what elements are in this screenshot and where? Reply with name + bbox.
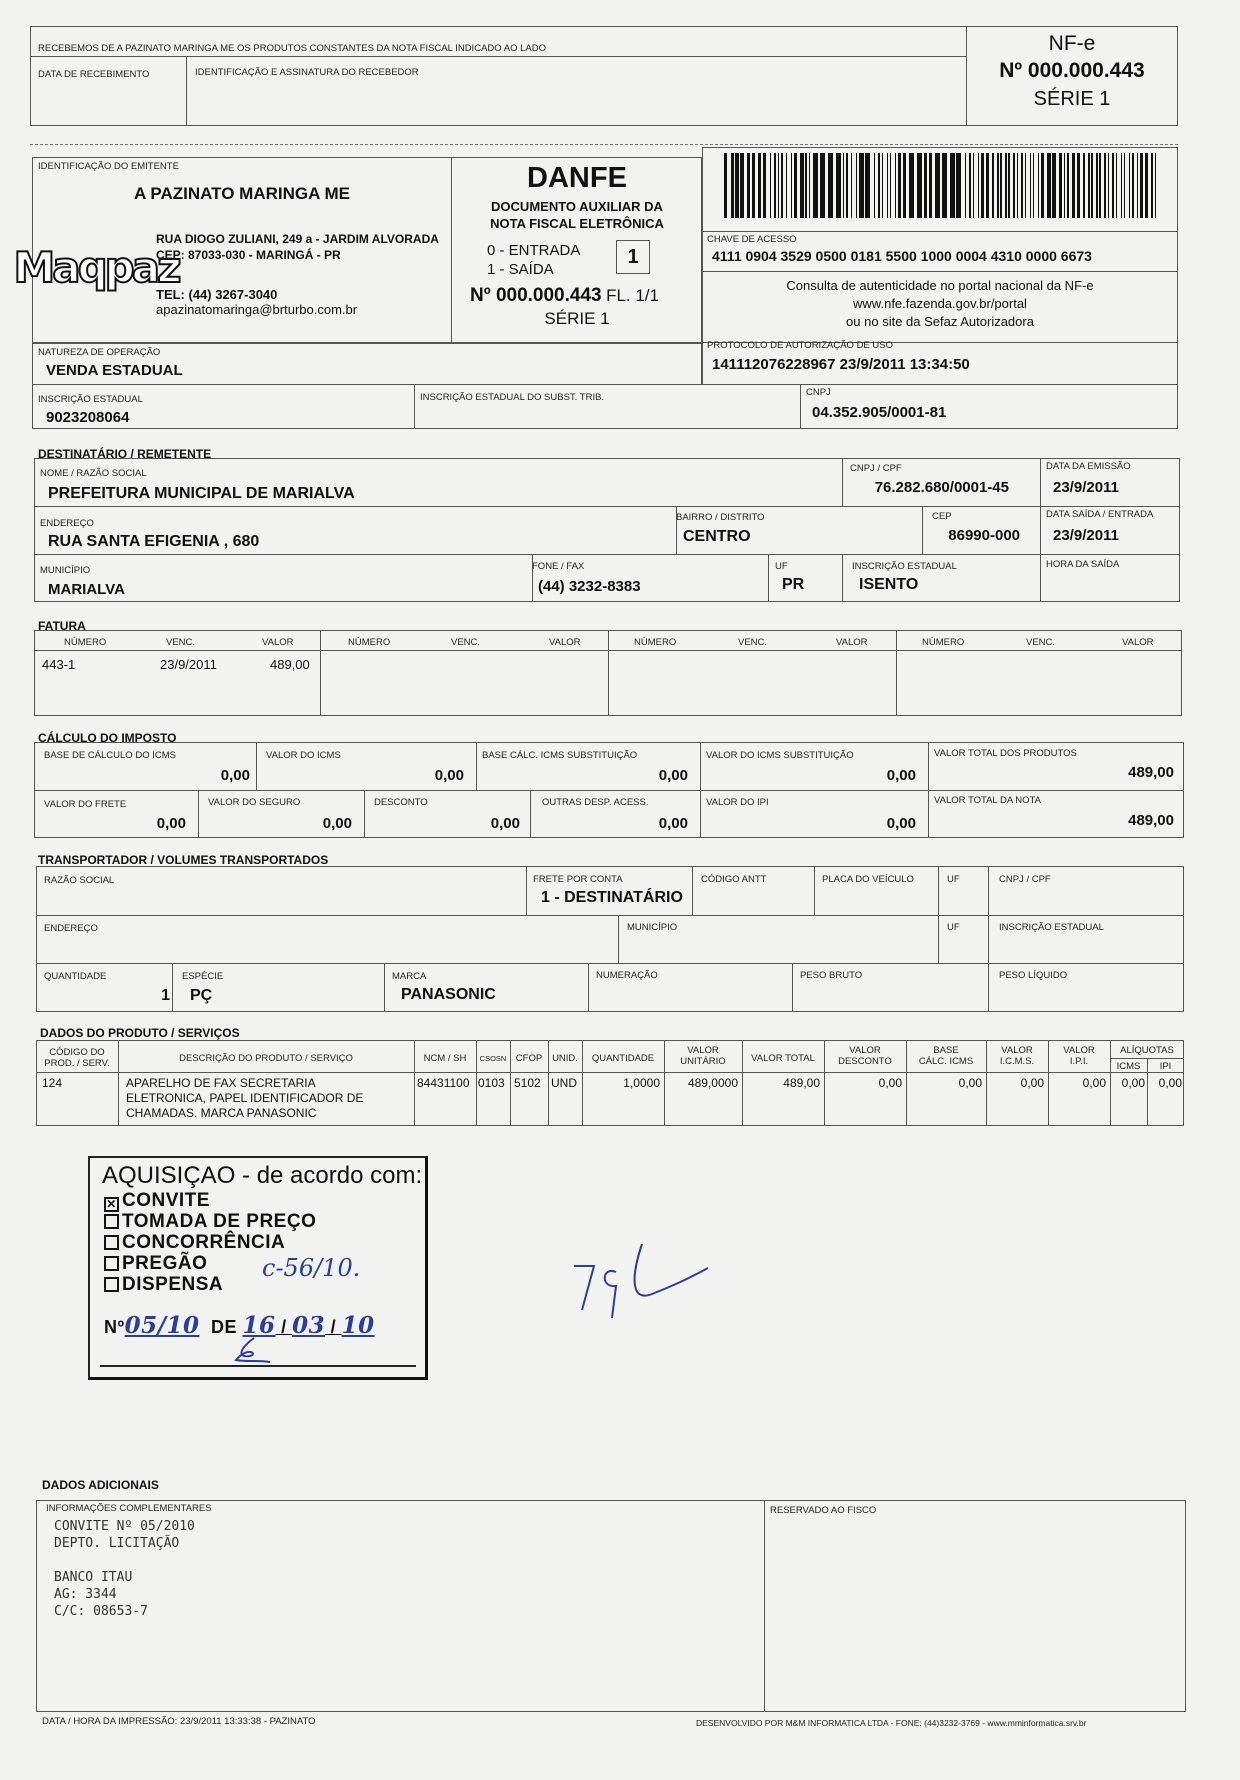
item-unid: UND xyxy=(551,1076,577,1090)
base-icms-label: BASE DE CÁLCULO DO ICMS xyxy=(44,750,176,761)
fat-col-valor-2: VALOR xyxy=(549,637,581,648)
stamp-convite xyxy=(104,1190,210,1212)
trans-especie-label: ESPÉCIE xyxy=(182,971,224,982)
item-vtotal: 489,00 xyxy=(783,1076,820,1090)
stub-nfe-serie: SÉRIE 1 xyxy=(1033,88,1111,110)
dest-cnpj-label: CNPJ / CPF xyxy=(850,463,902,474)
seguro-value: 0,00 xyxy=(322,815,352,832)
dest-municipio-label: MUNICÍPIO xyxy=(40,565,91,576)
stamp-tomada-label: TOMADA DE PREÇO xyxy=(122,1211,317,1232)
fat-col-valor-1: VALOR xyxy=(262,637,294,648)
dest-cnpj: 76.282.680/0001-45 xyxy=(874,479,1009,496)
outras-value: 0,00 xyxy=(658,815,688,832)
emitente-name: A PAZINATO MARINGA ME xyxy=(134,184,350,203)
h-vunit-2: UNITÁRIO xyxy=(680,1056,726,1067)
base-icms: 0,00 xyxy=(220,767,250,784)
dest-bairro-label: BAIRRO / DISTRITO xyxy=(676,512,765,523)
access-key-barcode xyxy=(724,153,1160,218)
danfe-number-value: Nº 000.000.443 xyxy=(470,285,602,306)
trans-qtd-label: QUANTIDADE xyxy=(44,971,107,982)
handwritten-signature xyxy=(228,1336,278,1366)
fat-col-valor-4: VALOR xyxy=(1122,637,1154,648)
seguro-label: VALOR DO SEGURO xyxy=(208,797,301,808)
h-codigo-2: PROD. / SERV. xyxy=(44,1058,110,1069)
cnpj-value: 04.352.905/0001-81 xyxy=(812,404,947,421)
valor-icms: 0,00 xyxy=(434,767,464,784)
base-st-label: BASE CÁLC. ICMS SUBSTITUIÇÃO xyxy=(482,750,638,761)
adicionais-section: DADOS ADICIONAIS xyxy=(42,1478,159,1492)
chave-value: 4111 0904 3529 0500 0181 5500 1000 0004 4310 0000 6673 xyxy=(712,248,1092,264)
stamp-concorrencia-label: CONCORRÊNCIA xyxy=(122,1232,286,1253)
fat-venc: 23/9/2011 xyxy=(160,657,217,672)
total-prod-label: VALOR TOTAL DOS PRODUTOS xyxy=(934,748,1077,759)
stamp-de-label: DE xyxy=(211,1317,238,1337)
ipi-value: 0,00 xyxy=(886,815,916,832)
stamp-tomada xyxy=(104,1211,316,1233)
trans-ie-label: INSCRIÇÃO ESTADUAL xyxy=(999,922,1104,933)
receipt-date-label: DATA DE RECEBIMENTO xyxy=(38,69,150,80)
total-nota: 489,00 xyxy=(1128,812,1174,829)
consulta-line3: ou no site da Sefaz Autorizadora xyxy=(846,314,1034,329)
fat-col-valor-3: VALOR xyxy=(836,637,868,648)
ie-value: 9023208064 xyxy=(46,409,130,426)
natureza-value: VENDA ESTADUAL xyxy=(46,362,183,379)
h-vtotal: VALOR TOTAL xyxy=(751,1053,815,1064)
item-base: 0,00 xyxy=(958,1076,982,1090)
ie-row xyxy=(32,385,1178,429)
valor-icms-label: VALOR DO ICMS xyxy=(266,750,341,761)
desconto-value: 0,00 xyxy=(490,815,520,832)
stamp-pregao-label: PREGÃO xyxy=(122,1253,208,1274)
transporte-section: TRANSPORTADOR / VOLUMES TRANSPORTADOS xyxy=(38,853,329,867)
ie-label: INSCRIÇÃO ESTADUAL xyxy=(38,394,143,405)
natureza-label: NATUREZA DE OPERAÇÃO xyxy=(38,347,161,358)
dest-saida: 23/9/2011 xyxy=(1053,527,1119,544)
stamp-dispensa-label: DISPENSA xyxy=(122,1274,224,1295)
fatura-section: FATURA xyxy=(38,619,86,633)
ie-st-label: INSCRIÇÃO ESTADUAL DO SUBST. TRIB. xyxy=(420,392,605,403)
trans-liquido-label: PESO LÍQUIDO xyxy=(999,970,1068,981)
stamp-title: AQUISIÇAO - de acordo com: xyxy=(102,1162,423,1189)
checked-box-icon: ✕ xyxy=(104,1197,119,1212)
fat-col-numero-3: NÚMERO xyxy=(634,637,677,648)
adicionais-box xyxy=(36,1500,1186,1712)
trans-frete: 1 - DESTINATÁRIO xyxy=(541,889,683,906)
item-aliq-icms: 0,00 xyxy=(1121,1076,1145,1090)
dest-fone: (44) 3232-8383 xyxy=(538,578,641,595)
produtos-section: DADOS DO PRODUTO / SERVIÇOS xyxy=(40,1026,240,1040)
svg-text:79L: 79L xyxy=(641,1325,645,1327)
stamp-pregao xyxy=(104,1253,207,1275)
h-cfop: CFOP xyxy=(515,1053,543,1064)
fat-col-venc-1: VENC. xyxy=(166,637,196,648)
trans-marca: PANASONIC xyxy=(401,986,496,1003)
danfe-entrada: 0 - ENTRADA xyxy=(487,242,581,259)
stamp-dispensa xyxy=(104,1274,223,1296)
danfe-subtitle1: DOCUMENTO AUXILIAR DA xyxy=(491,199,663,214)
item-ipi: 0,00 xyxy=(1082,1076,1106,1090)
impressao-info: DATA / HORA DA IMPRESSÃO: 23/9/2011 13:33:38 - PAZINATO xyxy=(42,1716,316,1727)
valor-st: 0,00 xyxy=(886,767,916,784)
imposto-section: CÁLCULO DO IMPOSTO xyxy=(38,731,177,745)
trans-municipio-label: MUNICÍPIO xyxy=(627,922,678,933)
danfe-number xyxy=(470,285,659,307)
trans-uf-label: UF xyxy=(947,874,960,885)
trans-antt-label: CÓDIGO ANTT xyxy=(701,874,767,885)
item-icms: 0,00 xyxy=(1020,1076,1044,1090)
checkbox-icon xyxy=(104,1214,119,1229)
stamp-concorrencia xyxy=(104,1232,285,1254)
chave-label: CHAVE DE ACESSO xyxy=(707,234,797,245)
emitente-email: apazinatomaringa@brturbo.com.br xyxy=(156,302,358,317)
fat-col-numero-2: NÚMERO xyxy=(348,637,391,648)
dest-nome-label: NOME / RAZÃO SOCIAL xyxy=(40,468,147,479)
handwritten-number: 05/10 xyxy=(124,1312,200,1339)
total-prod: 489,00 xyxy=(1128,764,1174,781)
danfe-tipo: 1 xyxy=(616,240,650,274)
fisco-label: RESERVADO AO FISCO xyxy=(770,1505,877,1516)
fat-col-venc-4: VENC. xyxy=(1026,637,1056,648)
h-qtd: QUANTIDADE xyxy=(591,1053,655,1064)
fat-col-numero-1: NÚMERO xyxy=(64,637,107,648)
trans-razao-label: RAZÃO SOCIAL xyxy=(44,875,115,886)
base-st: 0,00 xyxy=(658,767,688,784)
ipi-label: VALOR DO IPI xyxy=(706,797,769,808)
emitente-section-label: IDENTIFICAÇÃO DO EMITENTE xyxy=(38,161,179,172)
item-ncm: 84431100 xyxy=(417,1076,470,1090)
receipt-signature-label: IDENTIFICAÇÃO E ASSINATURA DO RECEBEDOR xyxy=(195,67,419,78)
h-aliq: ALÍQUOTAS xyxy=(1120,1045,1174,1056)
frete-label: VALOR DO FRETE xyxy=(44,799,127,810)
trans-cnpj-label: CNPJ / CPF xyxy=(999,874,1051,885)
h-aliq-icms: ICMS xyxy=(1116,1061,1141,1072)
item-desc-1: APARELHO DE FAX SECRETARIA xyxy=(126,1076,316,1090)
h-vdesc-2: DESCONTO xyxy=(838,1056,892,1067)
stub-nfe-label: NF-e xyxy=(1048,32,1096,55)
h-unid: UNID. xyxy=(552,1053,578,1064)
handwritten-mark xyxy=(568,1240,718,1330)
item-csosn: 0103 xyxy=(478,1076,505,1090)
h-ipi-2: I.P.I. xyxy=(1069,1056,1089,1067)
dest-endereco: RUA SANTA EFIGENIA , 680 xyxy=(48,533,260,550)
trans-placa-label: PLACA DO VEÍCULO xyxy=(822,874,914,885)
stamp-numero: Nº05/10 DE 16 / 03 / 10 xyxy=(104,1312,375,1339)
h-icms-1: VALOR xyxy=(1001,1045,1033,1056)
handwritten-day: 16 xyxy=(242,1312,276,1339)
h-icms-2: I.C.M.S. xyxy=(999,1056,1035,1067)
item-desc-3: CHAMADAS. MARCA PANASONIC xyxy=(126,1106,317,1120)
stub-nfe-number: Nº 000.000.443 xyxy=(999,59,1145,82)
trans-bruto-label: PESO BRUTO xyxy=(800,970,863,981)
desenvolvido-info: DESENVOLVIDO POR M&M INFORMATICA LTDA - FONE: (44)3232-3769 - www.mminformatica.srv.br xyxy=(696,1718,1087,1728)
trans-qtd: 1 xyxy=(161,987,170,1004)
trans-frete-label: FRETE POR CONTA xyxy=(533,874,623,885)
protocolo-label: PROTOCOLO DE AUTORIZAÇÃO DE USO xyxy=(707,340,893,351)
danfe-title: DANFE xyxy=(527,162,627,194)
h-aliq-ipi: IPI xyxy=(1159,1061,1172,1072)
desconto-label: DESCONTO xyxy=(374,797,428,808)
fat-col-venc-3: VENC. xyxy=(738,637,768,648)
item-vdesc: 0,00 xyxy=(878,1076,902,1090)
total-nota-label: VALOR TOTAL DA NOTA xyxy=(934,795,1041,806)
h-vunit-1: VALOR xyxy=(687,1045,719,1056)
info-label: INFORMAÇÕES COMPLEMENTARES xyxy=(46,1503,212,1514)
trans-uf2-label: UF xyxy=(947,922,960,933)
frete-value: 0,00 xyxy=(156,815,186,832)
item-vunit: 489,0000 xyxy=(687,1076,738,1090)
dest-cep: 86990-000 xyxy=(948,527,1020,544)
trans-numeracao-label: NUMERAÇÃO xyxy=(596,970,658,981)
item-aliq-ipi: 0,00 xyxy=(1158,1076,1182,1090)
dest-emissao: 23/9/2011 xyxy=(1053,479,1119,496)
destinatario-section: DESTINATÁRIO / REMETENTE xyxy=(38,447,212,461)
h-base-2: CÁLC. ICMS xyxy=(918,1056,974,1067)
valor-st-label: VALOR DO ICMS SUBSTITUIÇÃO xyxy=(706,750,854,761)
h-ipi-1: VALOR xyxy=(1063,1045,1095,1056)
fat-numero: 443-1 xyxy=(42,657,76,672)
fat-col-numero-4: NÚMERO xyxy=(922,637,965,648)
emitente-address1: RUA DIOGO ZULIANI, 249 a - JARDIM ALVORADA xyxy=(156,232,439,246)
checkbox-icon xyxy=(104,1235,119,1250)
consulta-line1: Consulta de autenticidade no portal nacional da NF-e xyxy=(786,278,1094,293)
dest-cep-label: CEP xyxy=(932,511,952,522)
dest-uf: PR xyxy=(782,576,805,593)
emitente-address2: CEP: 87033-030 - MARINGÁ - PR xyxy=(156,248,341,262)
handwritten-year: 10 xyxy=(341,1312,375,1339)
dest-saida-label: DATA SAÍDA / ENTRADA xyxy=(1046,509,1154,520)
fat-col-venc-2: VENC. xyxy=(451,637,481,648)
dest-municipio: MARIALVA xyxy=(48,581,125,598)
dest-hora-label: HORA DA SAÍDA xyxy=(1046,559,1120,570)
info-text: CONVITE Nº 05/2010 DEPTO. LICITAÇÃO BANCO ITAU AG: 3344 C/C: 08653-7 xyxy=(54,1519,195,1619)
company-logo xyxy=(13,238,179,296)
consulta-line2: www.nfe.fazenda.gov.br/portal xyxy=(853,296,1027,311)
outras-label: OUTRAS DESP. ACESS. xyxy=(542,797,649,808)
item-cfop: 5102 xyxy=(514,1076,541,1090)
h-desc: DESCRIÇÃO DO PRODUTO / SERVIÇO xyxy=(179,1053,353,1064)
dest-ie: ISENTO xyxy=(859,576,919,593)
trans-marca-label: MARCA xyxy=(392,971,427,982)
checkbox-icon xyxy=(104,1277,119,1292)
protocolo-value: 141112076228967 23/9/2011 13:34:50 xyxy=(712,356,970,373)
handwritten-month: 03 xyxy=(292,1312,326,1339)
stamp-numero-prefix: Nº xyxy=(104,1317,125,1337)
trans-especie: PÇ xyxy=(190,987,213,1004)
receipt-text: RECEBEMOS DE A PAZINATO MARINGA ME OS PRODUTOS CONSTANTES DA NOTA FISCAL INDICADO AO LADO xyxy=(38,43,546,54)
dest-fone-label: FONE / FAX xyxy=(532,561,585,572)
dest-ie-label: INSCRIÇÃO ESTADUAL xyxy=(852,561,957,572)
dest-nome: PREFEITURA MUNICIPAL DE MARIALVA xyxy=(48,485,355,502)
checkbox-icon xyxy=(104,1256,119,1271)
danfe-saida: 1 - SAÍDA xyxy=(487,261,554,278)
item-qtd: 1,0000 xyxy=(623,1076,660,1090)
dest-emissao-label: DATA DA EMISSÃO xyxy=(1046,461,1131,472)
danfe-subtitle2: NOTA FISCAL ELETRÔNICA xyxy=(490,216,664,231)
h-codigo-1: CÓDIGO DO xyxy=(49,1047,105,1058)
dest-endereco-label: ENDEREÇO xyxy=(40,518,94,529)
h-ncm: NCM / SH xyxy=(423,1053,467,1064)
h-csosn: CSOSN xyxy=(479,1054,507,1063)
stamp-convite-label: CONVITE xyxy=(122,1190,210,1211)
dest-uf-label: UF xyxy=(775,561,788,572)
emitente-phone: TEL: (44) 3267-3040 xyxy=(156,287,278,302)
danfe-serie: SÉRIE 1 xyxy=(544,309,610,328)
cut-line xyxy=(30,144,1178,145)
fat-valor: 489,00 xyxy=(270,657,310,672)
trans-endereco-label: ENDEREÇO xyxy=(44,923,98,934)
danfe-folha: FL. 1/1 xyxy=(606,286,659,305)
item-desc-2: ELETRONICA, PAPEL IDENTIFICADOR DE xyxy=(126,1091,364,1105)
h-base-1: BASE xyxy=(933,1045,959,1056)
cnpj-label: CNPJ xyxy=(806,387,831,398)
h-vdesc-1: VALOR xyxy=(849,1045,881,1056)
handwritten-pregao-note: c-56/10. xyxy=(262,1254,361,1282)
item-codigo: 124 xyxy=(42,1076,63,1090)
logo-text: Maqpaz xyxy=(13,243,179,292)
dest-bairro: CENTRO xyxy=(683,528,751,545)
